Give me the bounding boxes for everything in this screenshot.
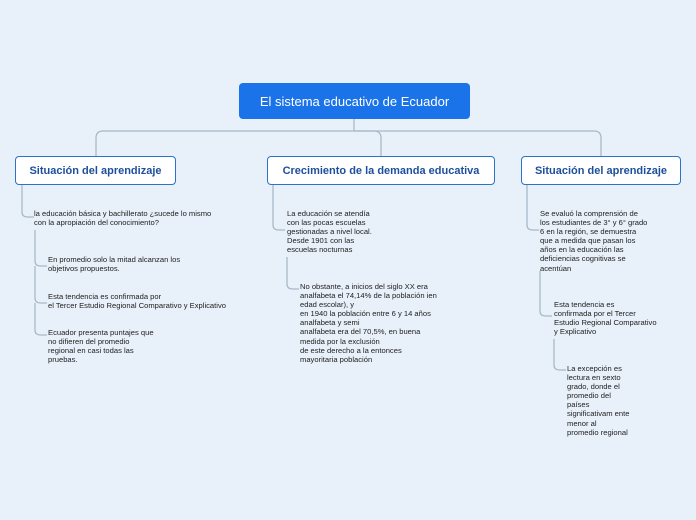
connector-b2-sub xyxy=(287,257,299,289)
branch-1-subtopic-1[interactable]: En promedio solo la mitad alcanzan los objetivos propuestos. xyxy=(48,255,181,274)
branch-1-title[interactable]: Situación del aprendizaje xyxy=(15,156,176,185)
connector-b3-sub xyxy=(540,271,552,316)
branch-3-subtopic[interactable]: Esta tendencia es confirmada por el Tercer Estudio Regional Comparativo y Explicativo xyxy=(554,300,657,337)
connector-root-left xyxy=(96,131,354,156)
branch-2-subtopic[interactable]: No obstante, a inicios del siglo XX era analfabeta el 74,14% de la población ien edad escolar), y en 1940 la población entre 6 y 14 años analfabeta y semi analfabeta era del 70,5%, en buena medida por la exclusión de este derecho a la entonces mayoritaria población xyxy=(300,282,437,364)
connector-b1-topic xyxy=(22,184,34,217)
branch-1-subtopic-2[interactable]: Esta tendencia es confirmada por el Tercer Estudio Regional Comparativo y Explicativo xyxy=(48,292,226,311)
connector-b3-topic xyxy=(527,184,539,230)
branch-3-title[interactable]: Situación del aprendizaje xyxy=(521,156,681,185)
branch-3-subsubtopic[interactable]: La excepción es lectura en sexto grado, donde el promedio del países significativam ente menor al promedio regional xyxy=(567,364,630,437)
connector-b3-subsub xyxy=(554,339,566,370)
connector-b1-sub1 xyxy=(35,230,47,266)
connector-root-middle xyxy=(354,131,381,156)
connector-b1-sub2 xyxy=(35,266,47,303)
root-node-title[interactable]: El sistema educativo de Ecuador xyxy=(239,83,470,119)
branch-1-topic[interactable]: la educación básica y bachillerato ¿sucede lo mismo con la apropiación del conocimiento? xyxy=(34,209,212,228)
branch-1-subtopic-3[interactable]: Ecuador presenta puntajes que no difieren del promedio regional en casi todas las pruebas. xyxy=(48,328,154,365)
connector-root-right xyxy=(354,131,601,156)
connector-b1-sub3 xyxy=(35,303,47,335)
branch-2-topic[interactable]: La educación se atendía con las pocas escuelas gestionadas a nivel local. Desde 1901 con las escuelas nocturnas xyxy=(287,209,372,255)
connector-b2-topic xyxy=(273,184,285,230)
branch-2-title[interactable]: Crecimiento de la demanda educativa xyxy=(267,156,495,185)
branch-3-topic[interactable]: Se evaluó la comprensión de los estudiantes de 3° y 6° grado 6 en la región, se demuestra que a medida que pasan los años en la educación las deficiencias cognitivas se acentúan xyxy=(540,209,648,273)
